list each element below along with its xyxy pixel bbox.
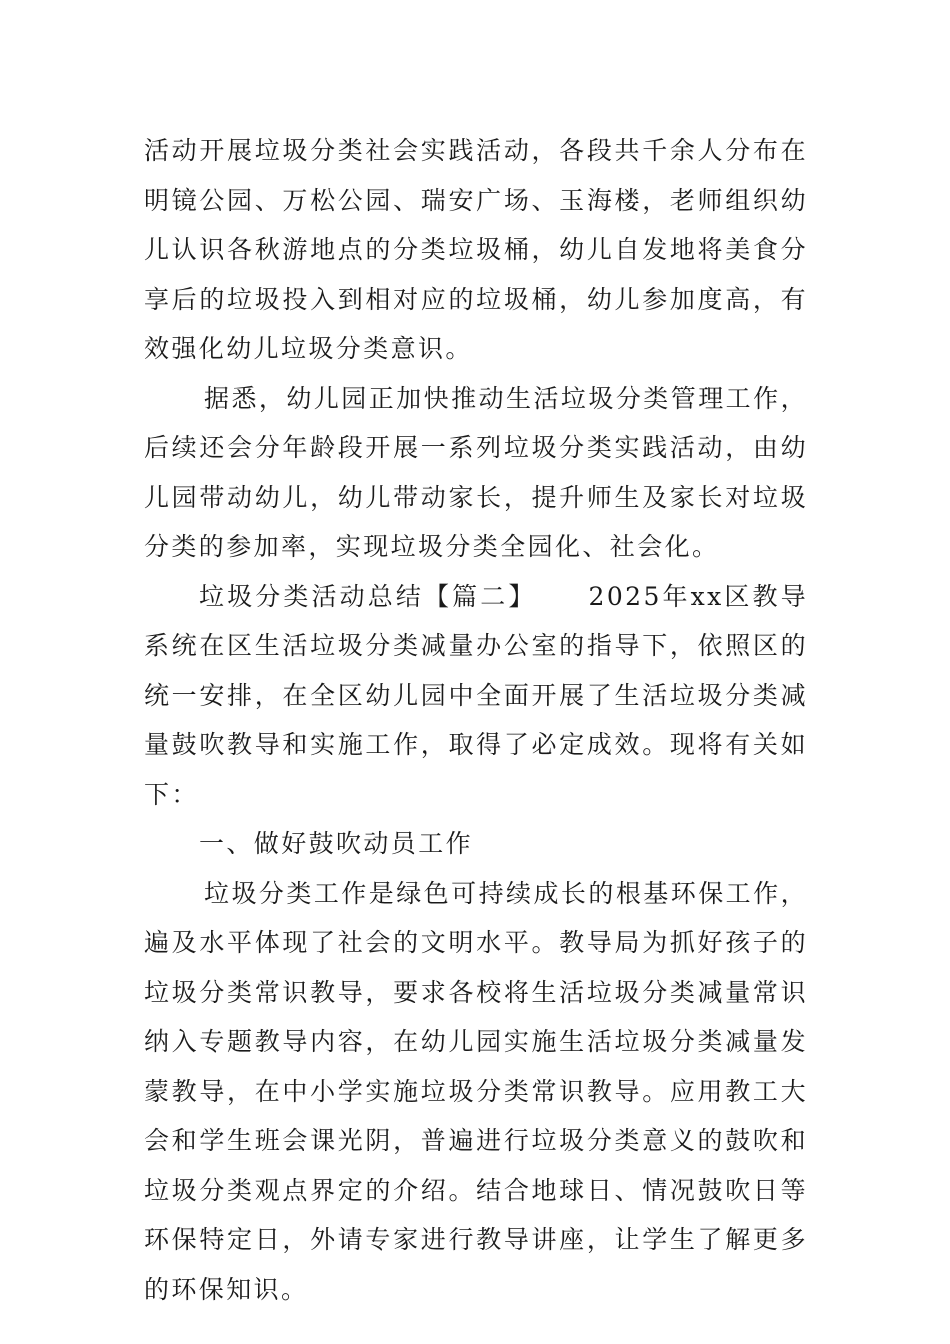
summary-intro-text: 2025年xx区教导系统在区生活垃圾分类减量办公室的指导下，依照区的统一安排，在全区幼儿园中全面开展了生活垃圾分类减量鼓吹教导和实施工作，取得了必定成效。现将有关如下： [144,581,808,809]
paragraph-follow-up: 据悉，幼儿园正加快推动生活垃圾分类管理工作，后续还会分年龄段开展一系列垃圾分类实践活动，由幼儿园带动幼儿，幼儿带动家长，提升师生及家长对垃圾分类的参加率，实现垃圾分类全园化、社会化。 [144,383,808,561]
document-page [144,126,808,1314]
paragraph-summary-part-two [144,572,808,820]
paragraph-publicity-details: 垃圾分类工作是绿色可持续成长的根基环保工作，遍及水平体现了社会的文明水平。教导局为抓好孩子的垃圾分类常识教导，要求各校将生活垃圾分类减量常识纳入专题教导内容，在幼儿园实施生活垃圾分类减量发蒙教导，在中小学实施垃圾分类常识教导。应用教工大会和学生班会课光阴，普遍进行垃圾分类意义的鼓吹和垃圾分类观点界定的介绍。结合地球日、情况鼓吹日等环保特定日，外请专家进行教导讲座，让学生了解更多的环保知识。 [144,878,808,1304]
section-heading-publicity: 一、做好鼓吹动员工作 [199,829,474,858]
section-heading-part-two: 垃圾分类活动总结【篇二】 [199,581,537,611]
paragraph-activity-continuation: 活动开展垃圾分类社会实践活动，各段共千余人分布在明镜公园、万松公园、瑞安广场、玉海楼，老师组织幼儿认识各秋游地点的分类垃圾桶，幼儿自发地将美食分享后的垃圾投入到相对应的垃圾桶，幼儿参加度高，有效强化幼儿垃圾分类意识。 [144,136,808,363]
